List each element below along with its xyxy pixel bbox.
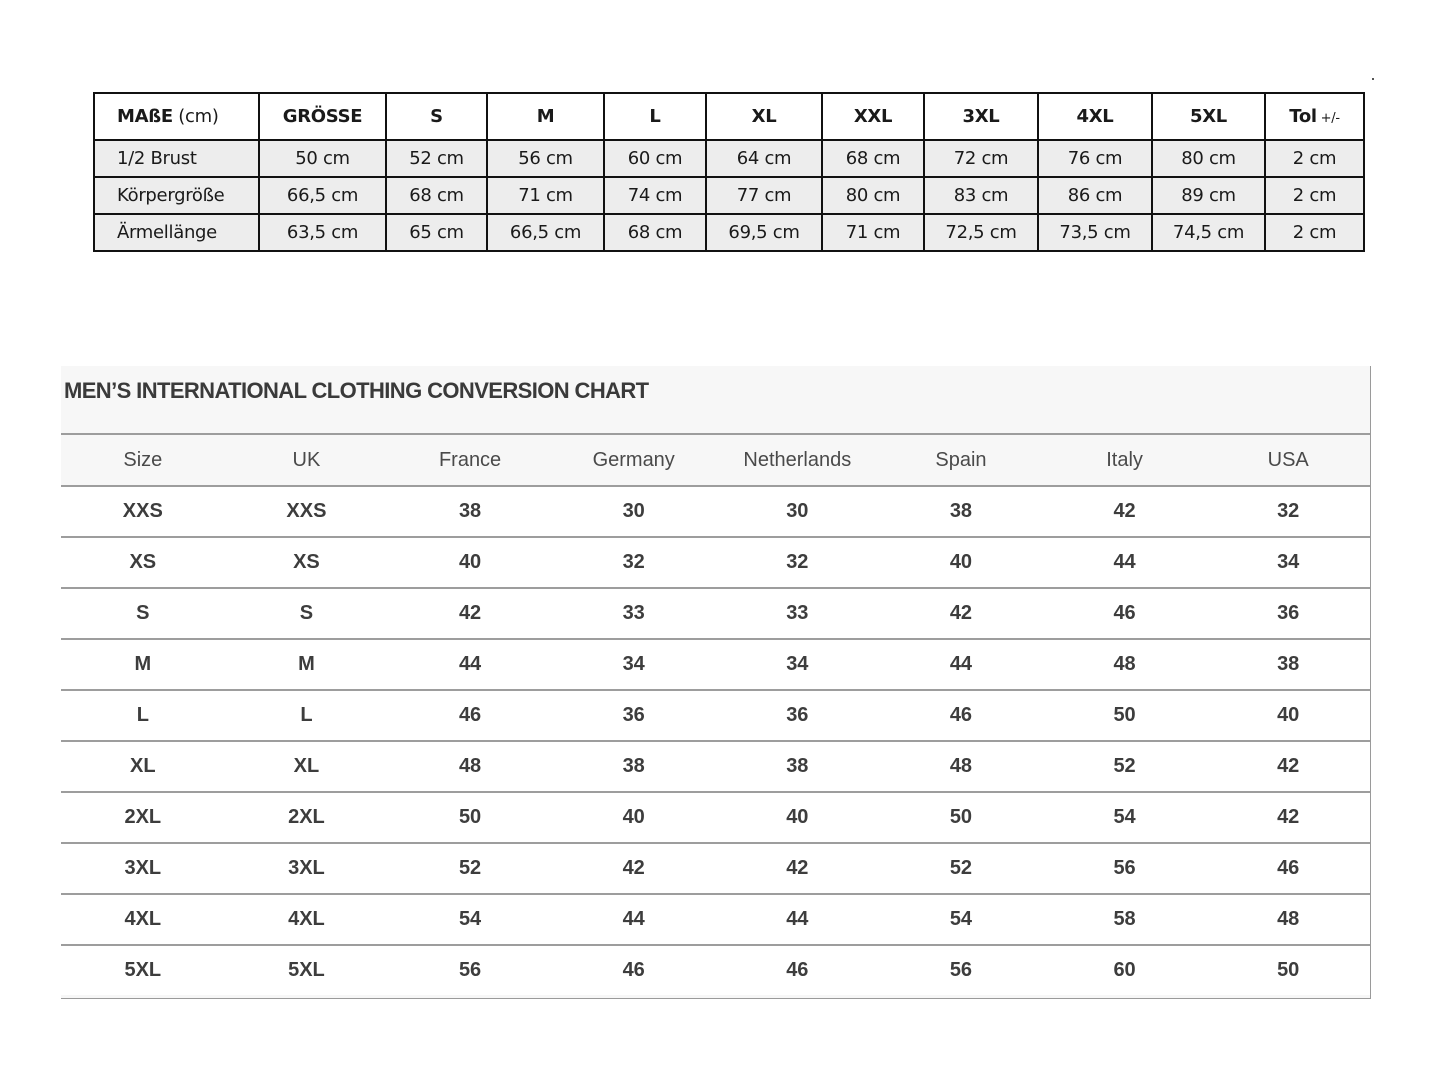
measurement-cell: 80 cm <box>1152 140 1265 177</box>
conversion-cell: 40 <box>388 537 552 588</box>
conversion-cell: 42 <box>716 843 880 894</box>
conversion-cell: 44 <box>388 639 552 690</box>
conversion-cell: 32 <box>1206 486 1370 537</box>
conversion-cell: 38 <box>716 741 880 792</box>
measurement-cell: 89 cm <box>1152 177 1265 214</box>
conversion-row <box>61 741 1370 792</box>
conversion-cell: L <box>225 690 389 741</box>
conversion-cell: 50 <box>388 792 552 843</box>
conversion-cell: 56 <box>388 945 552 995</box>
tolerance-label: Tol <box>1289 106 1317 127</box>
conversion-cell: 40 <box>879 537 1043 588</box>
conversion-cell: 44 <box>552 894 716 945</box>
conversion-cell: 52 <box>388 843 552 894</box>
corner-mark <box>1372 78 1374 80</box>
conversion-cell: S <box>225 588 389 639</box>
tolerance-header <box>1265 93 1364 140</box>
measurement-cell: 68 cm <box>822 140 924 177</box>
conversion-cell: 56 <box>879 945 1043 995</box>
conversion-cell: 32 <box>716 537 880 588</box>
conversion-cell: S <box>61 588 225 639</box>
conversion-cell: 4XL <box>225 894 389 945</box>
size-header: 4XL <box>1038 93 1152 140</box>
column-header-spain: Spain <box>879 434 1043 486</box>
measurement-row-label: Ärmellänge <box>94 214 259 251</box>
conversion-cell: 40 <box>552 792 716 843</box>
conversion-cell: 33 <box>716 588 880 639</box>
size-header: 3XL <box>924 93 1038 140</box>
conversion-cell: 46 <box>879 690 1043 741</box>
conversion-cell: 44 <box>1043 537 1207 588</box>
conversion-cell: 54 <box>1043 792 1207 843</box>
conversion-cell: M <box>225 639 389 690</box>
column-header-uk: UK <box>225 434 389 486</box>
conversion-cell: 48 <box>388 741 552 792</box>
conversion-cell: 46 <box>716 945 880 995</box>
size-header: L <box>604 93 706 140</box>
measurement-cell: 52 cm <box>386 140 487 177</box>
conversion-cell: L <box>61 690 225 741</box>
measurement-cell: 50 cm <box>259 140 386 177</box>
conversion-cell: 46 <box>1206 843 1370 894</box>
conversion-cell: 46 <box>1043 588 1207 639</box>
measurement-cell: 66,5 cm <box>259 177 386 214</box>
measurement-header-row <box>94 93 1364 140</box>
measurement-cell: 77 cm <box>706 177 822 214</box>
conversion-cell: 36 <box>552 690 716 741</box>
conversion-cell: 5XL <box>225 945 389 995</box>
conversion-cell: 50 <box>879 792 1043 843</box>
conversion-cell: XL <box>225 741 389 792</box>
measurement-row <box>94 214 1364 251</box>
conversion-cell: 56 <box>1043 843 1207 894</box>
conversion-cell: 54 <box>388 894 552 945</box>
conversion-row <box>61 690 1370 741</box>
conversion-cell: 52 <box>1043 741 1207 792</box>
conversion-cell: XS <box>225 537 389 588</box>
conversion-cell: 58 <box>1043 894 1207 945</box>
conversion-cell: 2XL <box>225 792 389 843</box>
conversion-cell: M <box>61 639 225 690</box>
column-header-usa: USA <box>1206 434 1370 486</box>
measurement-cell: 71 cm <box>822 214 924 251</box>
conversion-title: MEN’S INTERNATIONAL CLOTHING CONVERSION CHART <box>64 378 649 403</box>
measurement-cell: 76 cm <box>1038 140 1152 177</box>
conversion-cell: XL <box>61 741 225 792</box>
measurement-label-unit: (cm) <box>172 106 219 127</box>
conversion-cell: 2XL <box>61 792 225 843</box>
conversion-cell: 34 <box>552 639 716 690</box>
column-header-size: Size <box>61 434 225 486</box>
measurement-table <box>93 92 1365 252</box>
measurement-row <box>94 140 1364 177</box>
conversion-cell: 4XL <box>61 894 225 945</box>
conversion-cell: 30 <box>716 486 880 537</box>
measurement-cell: 68 cm <box>604 214 706 251</box>
conversion-cell: 54 <box>879 894 1043 945</box>
measurement-row-label: 1/2 Brust <box>94 140 259 177</box>
conversion-cell: 40 <box>716 792 880 843</box>
conversion-cell: 3XL <box>225 843 389 894</box>
conversion-cell: 42 <box>1043 486 1207 537</box>
conversion-cell: 42 <box>879 588 1043 639</box>
conversion-row <box>61 486 1370 537</box>
column-header-germany: Germany <box>552 434 716 486</box>
measurement-row <box>94 177 1364 214</box>
conversion-cell: 42 <box>552 843 716 894</box>
conversion-cell: 48 <box>1043 639 1207 690</box>
conversion-cell: 46 <box>552 945 716 995</box>
conversion-cell: 50 <box>1043 690 1207 741</box>
conversion-table <box>61 433 1370 995</box>
measurement-cell: 74,5 cm <box>1152 214 1265 251</box>
conversion-cell: 38 <box>388 486 552 537</box>
measurement-cell: 69,5 cm <box>706 214 822 251</box>
conversion-cell: 30 <box>552 486 716 537</box>
tolerance-cell: 2 cm <box>1265 214 1364 251</box>
conversion-header-row <box>61 434 1370 486</box>
conversion-cell: 34 <box>1206 537 1370 588</box>
conversion-cell: 36 <box>1206 588 1370 639</box>
measurement-cell: 56 cm <box>487 140 604 177</box>
conversion-cell: 3XL <box>61 843 225 894</box>
measurement-cell: 72,5 cm <box>924 214 1038 251</box>
conversion-row <box>61 843 1370 894</box>
measurement-cell: 66,5 cm <box>487 214 604 251</box>
conversion-cell: 44 <box>879 639 1043 690</box>
measurement-cell: 65 cm <box>386 214 487 251</box>
measurement-label-header <box>94 93 259 140</box>
conversion-cell: 34 <box>716 639 880 690</box>
measurement-cell: 60 cm <box>604 140 706 177</box>
conversion-cell: XXS <box>61 486 225 537</box>
tolerance-sign: +/- <box>1316 111 1340 126</box>
conversion-cell: 38 <box>1206 639 1370 690</box>
size-header: XL <box>706 93 822 140</box>
column-header-france: France <box>388 434 552 486</box>
conversion-cell: 50 <box>1206 945 1370 995</box>
conversion-row <box>61 537 1370 588</box>
size-header: M <box>487 93 604 140</box>
conversion-cell: XXS <box>225 486 389 537</box>
conversion-chart <box>61 366 1371 999</box>
conversion-row <box>61 792 1370 843</box>
measurement-cell: 74 cm <box>604 177 706 214</box>
conversion-cell: 48 <box>1206 894 1370 945</box>
size-header: S <box>386 93 487 140</box>
column-header-italy: Italy <box>1043 434 1207 486</box>
conversion-row <box>61 945 1370 995</box>
conversion-row <box>61 894 1370 945</box>
conversion-cell: 40 <box>1206 690 1370 741</box>
measurement-cell: 73,5 cm <box>1038 214 1152 251</box>
conversion-row <box>61 588 1370 639</box>
conversion-cell: 42 <box>1206 741 1370 792</box>
measurement-cell: 68 cm <box>386 177 487 214</box>
measurement-cell: 80 cm <box>822 177 924 214</box>
measurement-cell: 64 cm <box>706 140 822 177</box>
measurement-cell: 83 cm <box>924 177 1038 214</box>
conversion-cell: 60 <box>1043 945 1207 995</box>
measurement-cell: 86 cm <box>1038 177 1152 214</box>
conversion-cell: 5XL <box>61 945 225 995</box>
conversion-cell: XS <box>61 537 225 588</box>
measurement-cell: 63,5 cm <box>259 214 386 251</box>
conversion-cell: 42 <box>1206 792 1370 843</box>
tolerance-cell: 2 cm <box>1265 140 1364 177</box>
measurement-row-label: Körpergröße <box>94 177 259 214</box>
measurement-cell: 72 cm <box>924 140 1038 177</box>
conversion-row <box>61 639 1370 690</box>
groesse-header: GRÖSSE <box>259 93 386 140</box>
conversion-cell: 44 <box>716 894 880 945</box>
size-header: 5XL <box>1152 93 1265 140</box>
conversion-cell: 42 <box>388 588 552 639</box>
conversion-cell: 33 <box>552 588 716 639</box>
column-header-netherlands: Netherlands <box>716 434 880 486</box>
conversion-cell: 38 <box>879 486 1043 537</box>
measurement-cell: 71 cm <box>487 177 604 214</box>
conversion-cell: 46 <box>388 690 552 741</box>
conversion-cell: 32 <box>552 537 716 588</box>
conversion-cell: 48 <box>879 741 1043 792</box>
conversion-cell: 52 <box>879 843 1043 894</box>
conversion-cell: 36 <box>716 690 880 741</box>
tolerance-cell: 2 cm <box>1265 177 1364 214</box>
size-header: XXL <box>822 93 924 140</box>
measurement-label-bold: MAßE <box>117 106 173 127</box>
conversion-cell: 38 <box>552 741 716 792</box>
